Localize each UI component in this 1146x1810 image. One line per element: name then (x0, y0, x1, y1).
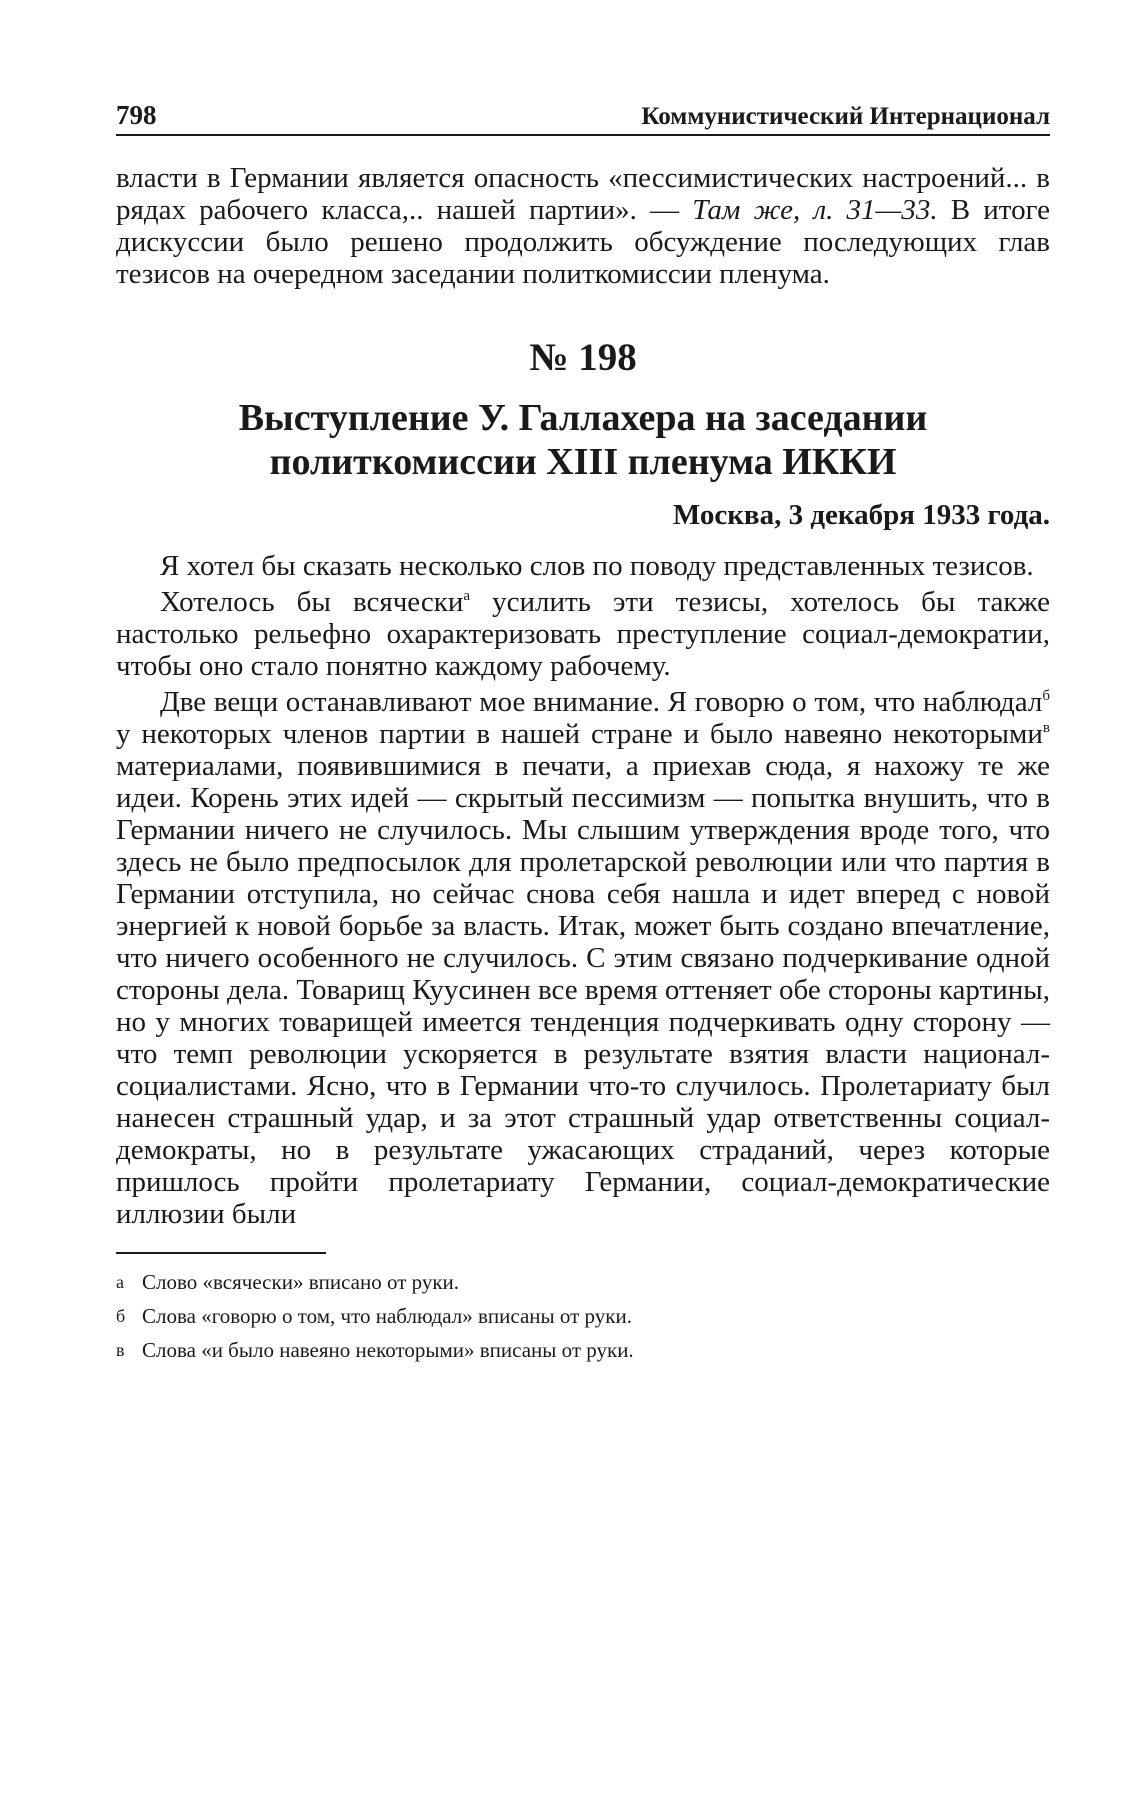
continuation-text-before: власти в Германии является опасность «пессимистических настроений... в рядах рабочего класса,.. нашей партии». — (116, 162, 1050, 226)
footnote-text: Слова «говорю о том, что наблюдал» вписаны от руки. (142, 1304, 632, 1328)
footnote-mark: б (116, 1306, 126, 1326)
footnote-ref-b: б (1042, 688, 1050, 704)
page-number: 798 (116, 100, 157, 130)
footnote-ref-v: в (1042, 720, 1050, 736)
document-page (116, 100, 1050, 1370)
footnote-divider (116, 1252, 326, 1254)
continuation-text-after: В итоге дискуссии было решено продолжить обсуждение последующих глав тезисов на очередном заседании политкомиссии пленума. (116, 194, 1050, 290)
document-number: № 198 (529, 336, 637, 379)
paragraph-2-text-after: усилить эти тезисы, хотелось бы также настолько рельефно охарактеризовать преступление социал-демократии, чтобы оно стало понятно каждому рабочему. (116, 586, 1050, 682)
document-place-date: Москва, 3 декабря 1933 года. (672, 499, 1050, 531)
paragraph-3-part-1: Две вещи останавливают мое внимание. Я говорю о том, что наблюдал (160, 686, 1043, 718)
previous-note-continuation (116, 162, 1050, 290)
footnote-mark: а (116, 1272, 124, 1292)
paragraph-2 (116, 586, 1050, 682)
footnote-ref-a: а (463, 588, 471, 604)
footnote-v (116, 1336, 1050, 1364)
paragraph-2-text-before: Хотелось бы всячески (160, 586, 464, 618)
archival-reference: Там же, л. 31—33. (692, 194, 938, 226)
paragraph-3-part-2: у некоторых членов партии в нашей стране и было навеяно некоторыми (116, 718, 1043, 750)
paragraph-3-part-3: материалами, появившимися в печати, а приехав сюда, я нахожу те же идеи. Корень этих идей — скрытый пессимизм — попытка внушить, что в Германии ничего не случилось. Мы слышим утверждения вроде того, что здесь не было предпосылок для пролетарской революции или что партия в Германии отступила, но сейчас снова себя нашла и идет вперед с новой энергией к новой борьбе за власть. Итак, может быть создано впечатление, что ничего особенного не случилось. С этим связано подчеркивание одной стороны дела. Товарищ Куусинен все время оттеняет обе стороны картины, но у многих товарищей имеется тенденция подчеркивать одну сторону — что темп революции ускоряется в результате взятия власти национал-социалистами. Ясно, что в Германии что-то случилось. Пролетариату был нанесен страшный удар, и за этот страшный удар ответственны социал-демократы, но в результате ужасающих страданий, через которые пришлось пройти пролетариату Германии, социал-демократические иллюзии были (116, 750, 1050, 1230)
continuation-paragraph (116, 162, 1050, 290)
footnote-text: Слова «и было навеяно некоторыми» вписаны от руки. (142, 1338, 634, 1362)
paragraph-3 (116, 686, 1050, 1230)
footnote-b (116, 1302, 1050, 1330)
document-title-line-2: политкомиссии XIII пленума ИККИ (269, 441, 897, 483)
document-title (116, 396, 1050, 484)
footnote-a (116, 1268, 1050, 1296)
footnotes (116, 1268, 1050, 1364)
footnote-mark: в (116, 1340, 125, 1360)
running-title: Коммунистический Интернационал (641, 103, 1050, 130)
running-header (116, 100, 1050, 136)
document-title-line-1: Выступление У. Галлахера на заседании (238, 397, 928, 439)
footnote-text: Слово «всячески» вписано от руки. (142, 1270, 460, 1294)
speech-body (116, 550, 1050, 1230)
paragraph-1: Я хотел бы сказать несколько слов по поводу представленных тезисов. (160, 550, 1034, 582)
